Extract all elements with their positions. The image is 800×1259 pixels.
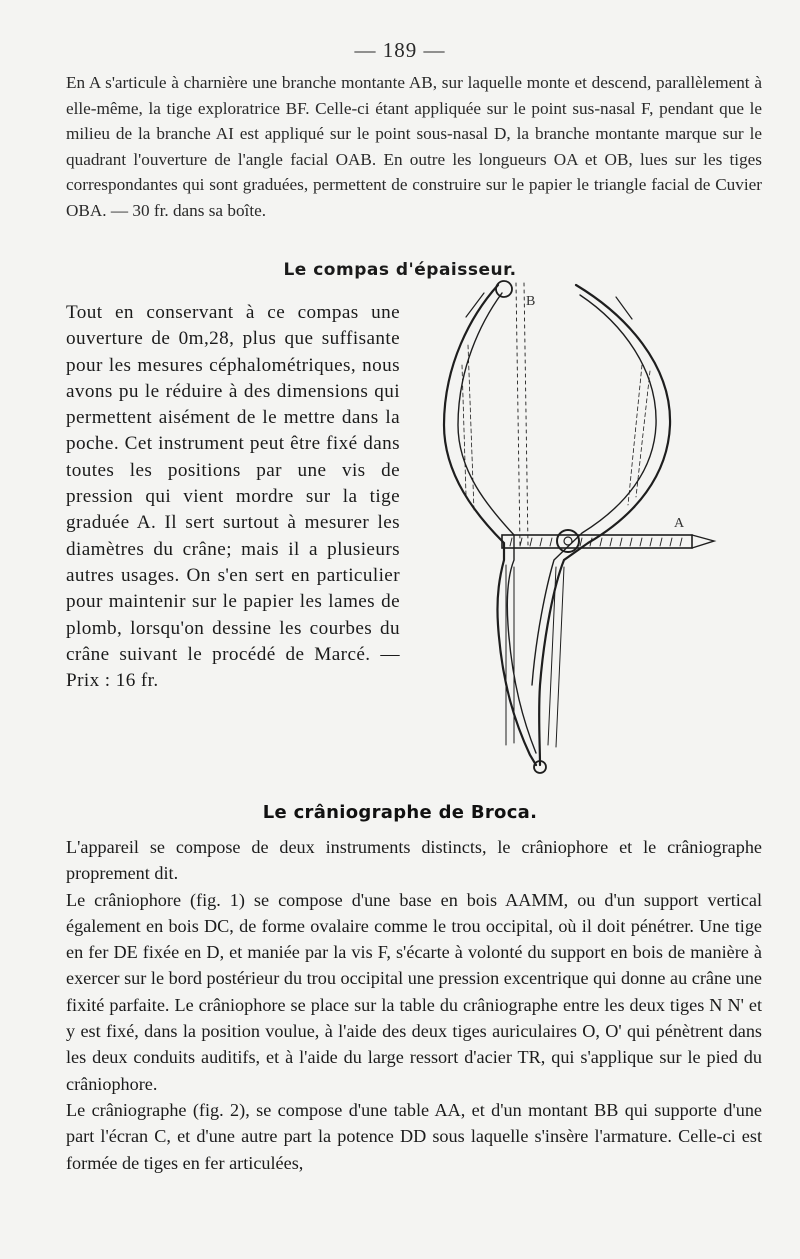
- figure-label-b: B: [526, 294, 536, 309]
- figure-label-a: A: [674, 516, 685, 531]
- left-arm-hatch: [462, 345, 474, 511]
- left-arm-inner: [458, 293, 536, 753]
- section-heading-craniographe: Le crâniographe de Broca.: [262, 802, 538, 823]
- right-arm-hatch: [628, 365, 650, 505]
- craniographe-paragraph-1: L'appareil se compose de deux instruments distincts, le crâniophore et le crâniographe proprement dit.: [66, 837, 762, 884]
- section-heading-compas: Le compas d'épaisseur.: [283, 260, 517, 280]
- pressure-screw-center: [564, 537, 572, 545]
- compas-illustration: [436, 275, 736, 800]
- hinge-pivot: [496, 281, 512, 297]
- craniographe-paragraph-3: Le crâniographe (fig. 2), se compose d'une table AA, et d'un montant BB qui supporte d'une part l'écran C, et d'une autre part la potence DD sous laquelle s'insère l'armature. Celle-ci est formée de tiges en fer articulées,: [66, 1099, 762, 1173]
- intro-paragraph: En A s'articule à charnière une branche montante AB, sur laquelle monte et descend, parallèlement à elle-même, la tige exploratrice BF. Celle-ci étant appliquée sur le point sus-nasal F, pendant que le milieu de la branche AI est appliqué sur le point sous-nasal D, la branche montante marque sur le quadrant l'ouverture de l'angle facial OAB. En outre les longueurs OA et OB, lues sur les tiges correspondantes qui sont graduées, permettent de construire sur le papier le triangle facial de Cuvier OBA. — 30 fr. dans sa boîte.: [66, 73, 762, 220]
- lower-right-strip: [548, 567, 564, 747]
- page-number: — 189 —: [354, 38, 446, 62]
- intro-text-block: [66, 70, 762, 224]
- right-arm-inner: [532, 295, 656, 685]
- craniographe-text-block: [66, 834, 762, 1176]
- compas-paragraph: Tout en conservant à ce compas une ouverture de 0m,28, plus que suffisante pour les mesures céphalométriques, nous avons pu le réduire à des dimensions qui permettent aisément de le mettre dans la poche. Cet instrument peut être fixé dans toutes les positions par une vis de pression qui vient mordre sur la tige graduée A. Il sert surtout à mesurer les diamètres du crâne; mais il a plusieurs autres usages. On s'en sert en particulier pour maintenir sur le papier les lames de plomb, lorsqu'on dessine les courbes du crâne suivant le procédé de Marcé. — Prix : 16 fr.: [66, 302, 400, 692]
- graduated-bar-tip: [692, 535, 714, 548]
- compas-figure: [436, 275, 736, 800]
- left-arm-outer: [444, 285, 536, 765]
- craniographe-paragraph-2: Le crâniophore (fig. 1) se compose d'une base en bois AAMM, ou d'un support vertical également en bois DC, de forme ovalaire comme le trou occipital, où il doit pénétrer. Une tige en fer DE fixée en D, et maniée par la vis F, s'écarte à volonté du support en bois de manière à exercer sur le bord postérieur du trou occipital une pression excentrique qui donne au crâne une fixité parfaite. Le crâniophore se place sur la table du crâniographe entre les deux tiges N N' et y est fixé, dans la position voulue, à l'aide des deux tiges auriculaires O, O' qui pénètrent dans les deux conduits auditifs, et à l'aide du large ressort d'acier TR, qui s'applique sur le pied du crâniophore.: [66, 889, 762, 1094]
- graduated-rod-vertical: [516, 283, 528, 545]
